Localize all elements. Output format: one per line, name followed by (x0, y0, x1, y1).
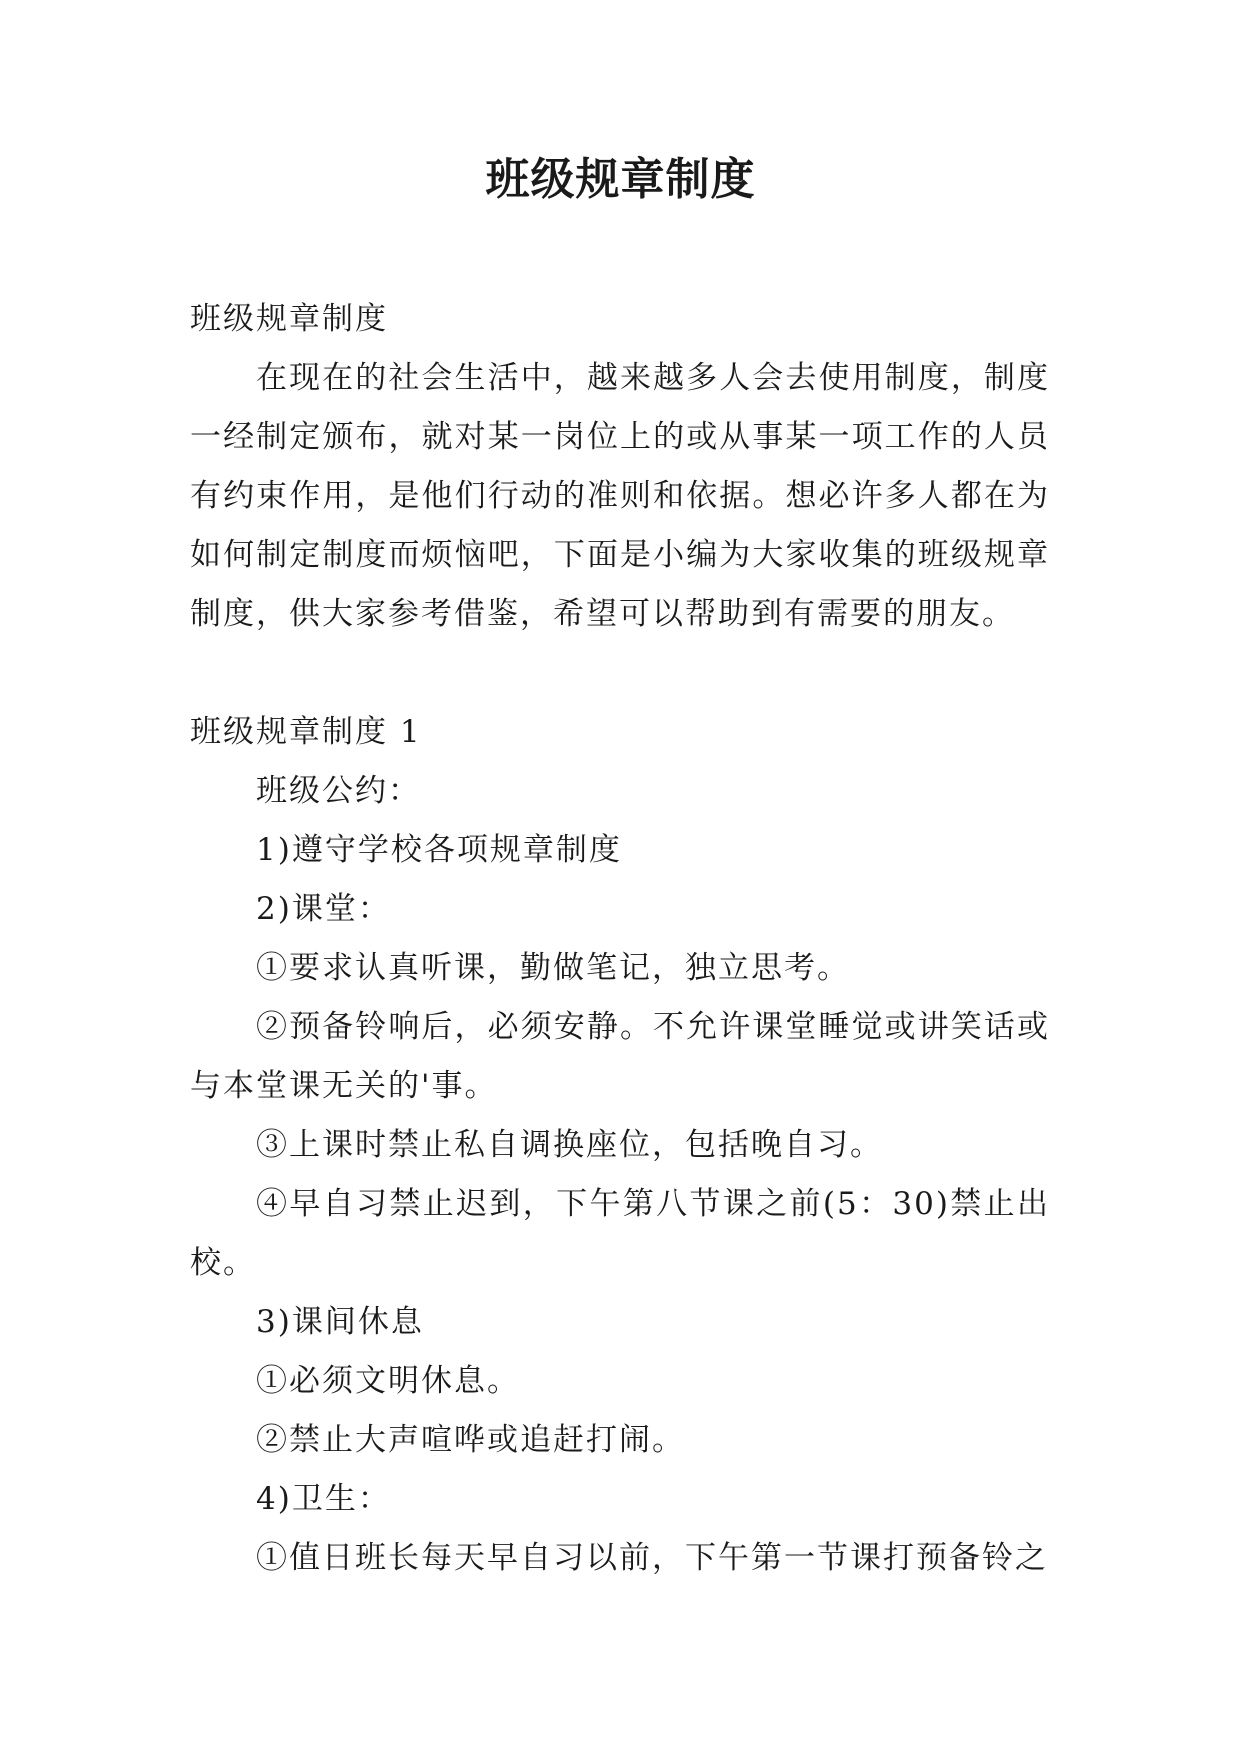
paragraph: ②禁止大声喧哗或追赶打闹。 (256, 1422, 685, 1458)
document-title: 班级规章制度 (485, 154, 756, 205)
paragraph: ③上课时禁止私自调换座位，包括晚自习。 (256, 1127, 883, 1163)
paragraph: ①必须文明休息。 (256, 1363, 520, 1399)
paragraph: ②预备铃响后，必须安静。不允许课堂睡觉或讲笑话或与本堂课无关的'事。 (190, 1009, 1050, 1104)
paragraph: 4)卫生： (256, 1481, 391, 1517)
paragraph: ①要求认真听课，勤做笔记，独立思考。 (256, 950, 850, 986)
paragraph: ④早自习禁止迟到，下午第八节课之前(5：30)禁止出校。 (190, 1186, 1050, 1281)
section-heading: 班级规章制度 1 (190, 714, 422, 750)
paragraph: 1)遵守学校各项规章制度 (256, 832, 622, 868)
paragraph: 3)课间休息 (256, 1304, 424, 1340)
document-body (190, 290, 1050, 1588)
paragraph: 班级公约： (256, 773, 421, 809)
paragraph: ①值日班长每天早自习以前，下午第一节课打预备铃之 (256, 1540, 1048, 1576)
section-heading: 班级规章制度 (190, 301, 388, 337)
paragraph: 在现在的社会生活中，越来越多人会去使用制度，制度一经制定颁布，就对某一岗位上的或从事某一项工作的人员有约束作用，是他们行动的准则和依据。想必许多人都在为如何制定制度而烦恼吧，下面是小编为大家收集的班级规章制度，供大家参考借鉴，希望可以帮助到有需要的朋友。 (190, 360, 1050, 632)
paragraph: 2)课堂： (256, 891, 391, 927)
